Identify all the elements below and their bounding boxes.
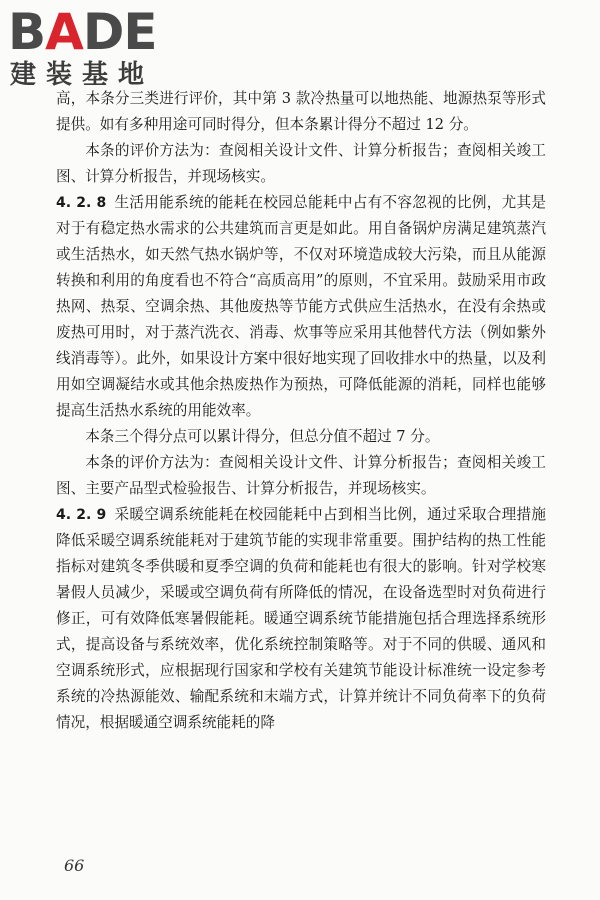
page-body (56, 86, 546, 736)
logo-subtitle: 建装基地 (10, 60, 155, 90)
paragraph-text: 高，本条分三类进行评价，其中第 3 款冷热量可以地热能、地源热泵等形式提供。如有多种用途可同时得分，但本条累计得分不超过 12 分。 (56, 90, 546, 133)
paragraph-text: 本条的评价方法为：查阅相关设计文件、计算分析报告；查阅相关竣工图、主要产品型式检验报告、计算分析报告，并现场核实。 (56, 454, 546, 497)
paragraph-text: 本条的评价方法为：查阅相关设计文件、计算分析报告；查阅相关竣工图、计算分析报告，并现场核实。 (56, 142, 546, 185)
logo-wordmark: BADE (8, 3, 157, 61)
paragraph-text: 采暖空调系统能耗在校园能耗中占到相当比例，通过采取合理措施降低采暖空调系统能耗对于建筑节能的实现非常重要。围护结构的热工性能指标对建筑冬季供暖和夏季空调的负荷和能耗也有很大的影响。针对学校寒暑假人员减少，采暖或空调负荷有所降低的情况，在设备选型时对负荷进行修正，可有效降低寒暑假能耗。暖通空调系统节能措施包括合理选择系统形式，提高设备与系统效率，优化系统控制策略等。对于不同的供暖、通风和空调系统形式，应根据现行国家和学校有关建筑节能设计标准统一设定参考系统的冷热源能效、输配系统和末端方式，计算并统计不同负荷率下的负荷情况，根据暖通空调系统能耗的降 (56, 506, 546, 731)
paragraph (56, 86, 546, 138)
clause-number: 4. 2. 8 (56, 195, 107, 211)
bade-logo-watermark (8, 4, 208, 90)
paragraph (56, 450, 546, 502)
paragraph (56, 138, 546, 190)
clause-paragraph (56, 502, 546, 736)
paragraph-text: 本条三个得分点可以累计得分，但总分值不超过 7 分。 (85, 428, 440, 445)
page-number: 66 (64, 856, 85, 875)
clause-paragraph (56, 190, 546, 424)
clause-number: 4. 2. 9 (56, 507, 107, 523)
paragraph (56, 424, 546, 450)
paragraph-text: 生活用能系统的能耗在校园总能耗中占有不容忽视的比例，尤其是对于有稳定热水需求的公共建筑而言更是如此。用自备锅炉房满足建筑蒸汽或生活热水，如天然气热水锅炉等，不仅对环境造成较大污染，而且从能源转换和利用的角度看也不符合“高质高用”的原则，不宜采用。鼓励采用市政热网、热泵、空调余热、其他废热等节能方式供应生活热水，在没有余热或废热可用时，对于蒸汽洗衣、消毒、炊事等应采用其他替代方法（例如紫外线消毒等）。此外，如果设计方案中很好地实现了回收排水中的热量，以及利用如空调凝结水或其他余热废热作为预热，可降低能源的消耗，同样也能够提高生活热水系统的用能效率。 (56, 194, 546, 419)
